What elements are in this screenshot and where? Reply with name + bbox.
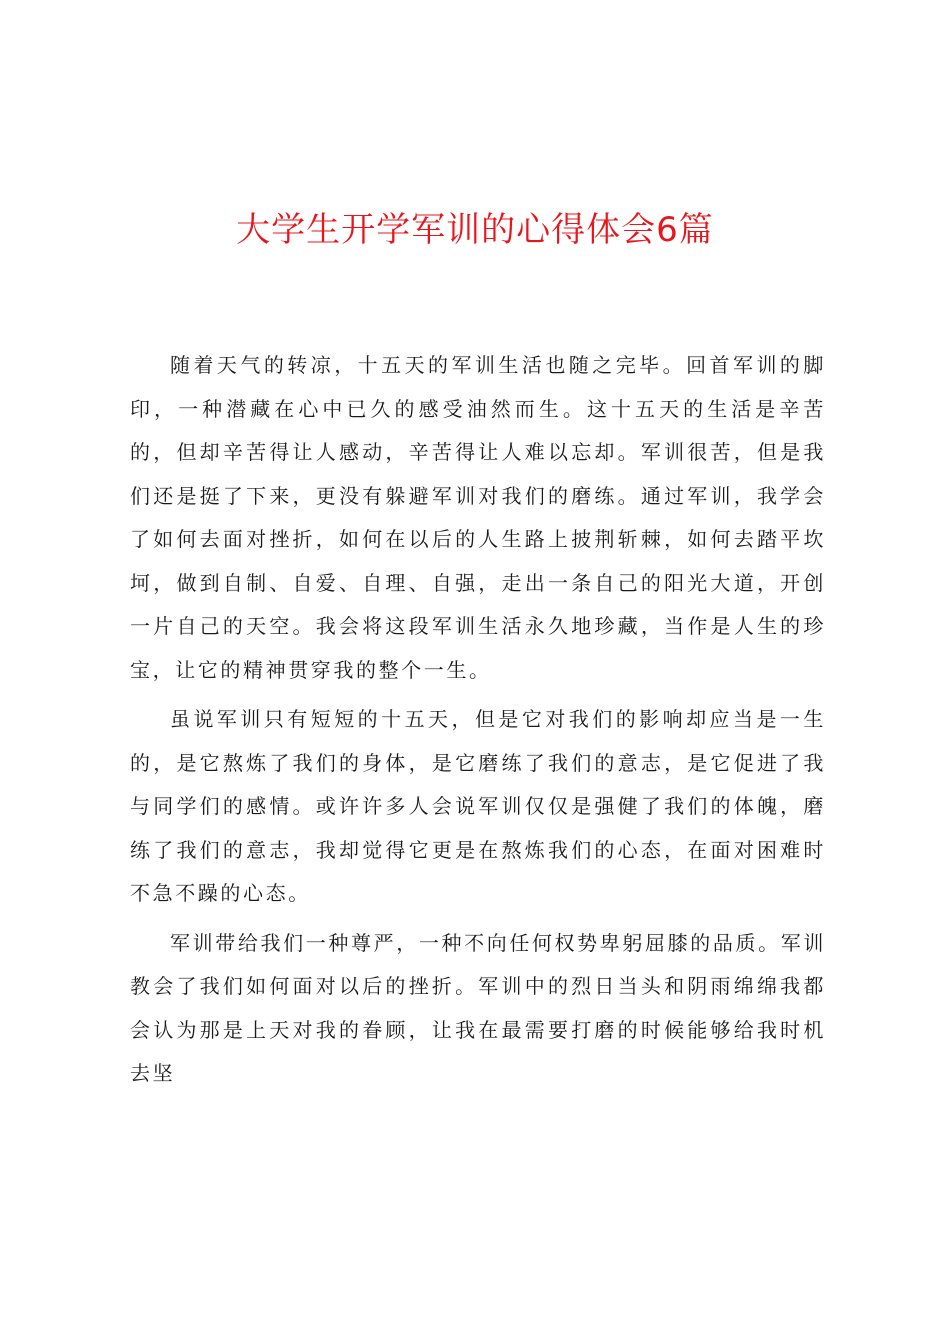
document-body xyxy=(130,344,826,1102)
document-title: 大学生开学军训的心得体会6篇 xyxy=(236,210,714,250)
paragraph-3: 军训带给我们一种尊严，一种不向任何权势卑躬屈膝的品质。军训教会了我们如何面对以后的挫折。军训中的烈日当头和阴雨绵绵我都会认为那是上天对我的眷顾，让我在最需要打磨的时候能够给我时机去坚 xyxy=(130,930,826,1085)
paragraph-1: 随着天气的转凉，十五天的军训生活也随之完毕。回首军训的脚印，一种潜藏在心中已久的感受油然而生。这十五天的生活是辛苦的，但却辛苦得让人感动，辛苦得让人难以忘却。军训很苦，但是我们还是挺了下来，更没有躲避军训对我们的磨练。通过军训，我学会了如何去面对挫折，如何在以后的人生路上披荆斩棘，如何去踏平坎坷，做到自制、自爱、自理、自强，走出一条自己的阳光大道，开创一片自己的天空。我会将这段军训生活永久地珍藏，当作是人生的珍宝，让它的精神贯穿我的整个一生。 xyxy=(130,353,826,682)
paragraph-2: 虽说军训只有短短的十五天，但是它对我们的影响却应当是一生的，是它熬炼了我们的身体，是它磨练了我们的意志，是它促进了我与同学们的感情。或许许多人会说军训仅仅是强健了我们的体魄，磨练了我们的意志，我却觉得它更是在熬炼我们的心态，在面对困难时不急不躁的心态。 xyxy=(130,707,826,905)
